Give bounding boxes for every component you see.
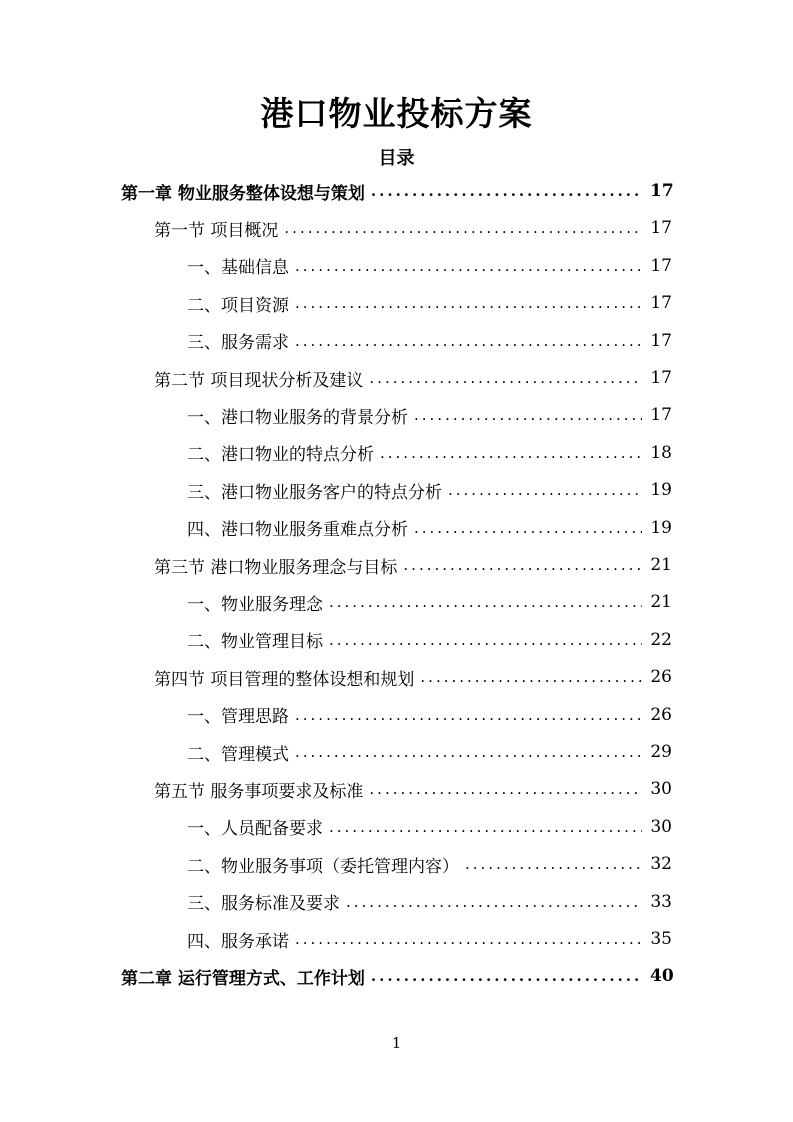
toc-entry-label: 第一章 物业服务整体设想与策划	[121, 183, 365, 204]
toc-entry-page: 26	[650, 667, 672, 688]
toc-entry[interactable]	[154, 662, 672, 692]
toc-leader-dots	[403, 556, 642, 574]
toc-entry[interactable]	[187, 849, 672, 879]
toc-entry-label: 四、服务承诺	[187, 931, 289, 952]
toc-entry-label: 第四节 项目管理的整体设想和规划	[154, 669, 415, 690]
toc-leader-dots	[295, 706, 642, 724]
toc-leader-dots	[295, 930, 642, 948]
toc-entry[interactable]	[187, 326, 672, 356]
toc-entry-page: 32	[650, 854, 672, 875]
toc-leader-dots	[371, 182, 642, 200]
toc-leader-dots	[369, 369, 642, 387]
toc-entry-label: 第三节 港口物业服务理念与目标	[154, 557, 398, 578]
toc-entry-label: 第二节 项目现状分析及建议	[154, 370, 364, 391]
toc-entry-label: 三、服务标准及要求	[187, 894, 340, 915]
toc-entry-page: 17	[650, 368, 672, 388]
toc-entry-page: 17	[650, 405, 672, 426]
toc-leader-dots	[295, 257, 642, 275]
toc-leader-dots	[346, 893, 642, 911]
toc-entry-label: 一、港口物业服务的背景分析	[187, 407, 408, 428]
toc-entry-label: 一、基础信息	[187, 258, 289, 279]
toc-entry-label: 第一节 项目概况	[154, 220, 279, 241]
toc-entry[interactable]	[121, 176, 672, 206]
toc-entry-page: 17	[650, 181, 674, 201]
toc-entry[interactable]	[187, 587, 672, 617]
toc-entry-label: 三、服务需求	[187, 333, 289, 354]
toc-entry-label: 四、港口物业服务重难点分析	[187, 520, 408, 541]
toc-entry-page: 17	[650, 255, 672, 276]
toc-leader-dots	[329, 593, 642, 611]
toc-entry[interactable]	[187, 251, 672, 281]
toc-leader-dots	[329, 818, 642, 836]
toc-leader-dots	[295, 294, 642, 312]
toc-entry[interactable]	[187, 700, 672, 730]
toc-leader-dots	[329, 631, 642, 649]
toc-entry-page: 21	[650, 592, 672, 613]
toc-entry-page: 22	[650, 629, 672, 650]
toc-entry[interactable]	[187, 400, 672, 430]
toc-leader-dots	[465, 855, 642, 873]
toc-entry-label: 二、港口物业的特点分析	[187, 445, 374, 466]
toc-entry[interactable]	[121, 961, 672, 991]
toc-entry-page: 35	[650, 929, 672, 949]
toc-entry[interactable]	[187, 625, 672, 655]
toc-entry-page: 17	[650, 218, 672, 239]
toc-entry-page: 19	[650, 517, 672, 538]
document-title: 港口物业投标方案	[260, 94, 533, 133]
toc-entry[interactable]	[187, 924, 672, 954]
toc-entry-page: 18	[650, 442, 672, 463]
toc-entry[interactable]	[154, 213, 672, 243]
toc-entry-label: 三、港口物业服务客户的特点分析	[187, 482, 442, 503]
toc-entry-label: 二、物业服务事项（委托管理内容）	[187, 856, 459, 877]
toc-entry[interactable]	[187, 475, 672, 505]
toc-entry[interactable]	[187, 288, 672, 318]
toc-entry-label: 二、项目资源	[187, 295, 289, 316]
toc-entry-label: 第二章 运行管理方式、工作计划	[121, 968, 365, 989]
toc-entry[interactable]	[187, 513, 672, 543]
toc-leader-dots	[369, 780, 642, 798]
toc-leader-dots	[414, 519, 642, 537]
toc-leader-dots	[448, 481, 642, 499]
toc-leader-dots	[380, 444, 642, 462]
toc-entry-page: 30	[650, 816, 672, 837]
toc-entry-page: 33	[650, 891, 672, 912]
toc-entry-page: 40	[650, 966, 674, 987]
toc-entry[interactable]	[187, 737, 672, 767]
toc-entry[interactable]	[187, 438, 672, 468]
toc-leader-dots	[414, 406, 642, 424]
toc-heading: 目录	[378, 148, 415, 169]
toc-entry[interactable]	[154, 550, 672, 580]
toc-entry-page: 30	[650, 779, 672, 800]
page-number: 1	[391, 1034, 402, 1052]
toc-entry-label: 一、管理思路	[187, 707, 289, 728]
toc-entry-label: 一、物业服务理念	[187, 594, 323, 615]
toc-entry-page: 17	[650, 293, 672, 314]
toc-entry-label: 二、物业管理目标	[187, 632, 323, 653]
toc-leader-dots	[284, 219, 642, 237]
toc-leader-dots	[295, 743, 642, 761]
toc-entry-page: 19	[650, 480, 672, 501]
toc-entry[interactable]	[154, 363, 672, 393]
toc-leader-dots	[371, 967, 642, 985]
toc-entry-page: 26	[650, 704, 672, 725]
toc-leader-dots	[295, 332, 642, 350]
toc-entry-label: 第五节 服务事项要求及标准	[154, 781, 364, 802]
toc-entry[interactable]	[187, 812, 672, 842]
toc-entry-page: 29	[650, 742, 672, 762]
toc-entry-label: 一、人员配备要求	[187, 819, 323, 840]
toc-entry[interactable]	[154, 774, 672, 804]
toc-entry-label: 二、管理模式	[187, 744, 289, 765]
toc-entry-page: 21	[650, 555, 672, 575]
toc-entry[interactable]	[187, 887, 672, 917]
toc-leader-dots	[420, 668, 642, 686]
toc-entry-page: 17	[650, 330, 672, 351]
